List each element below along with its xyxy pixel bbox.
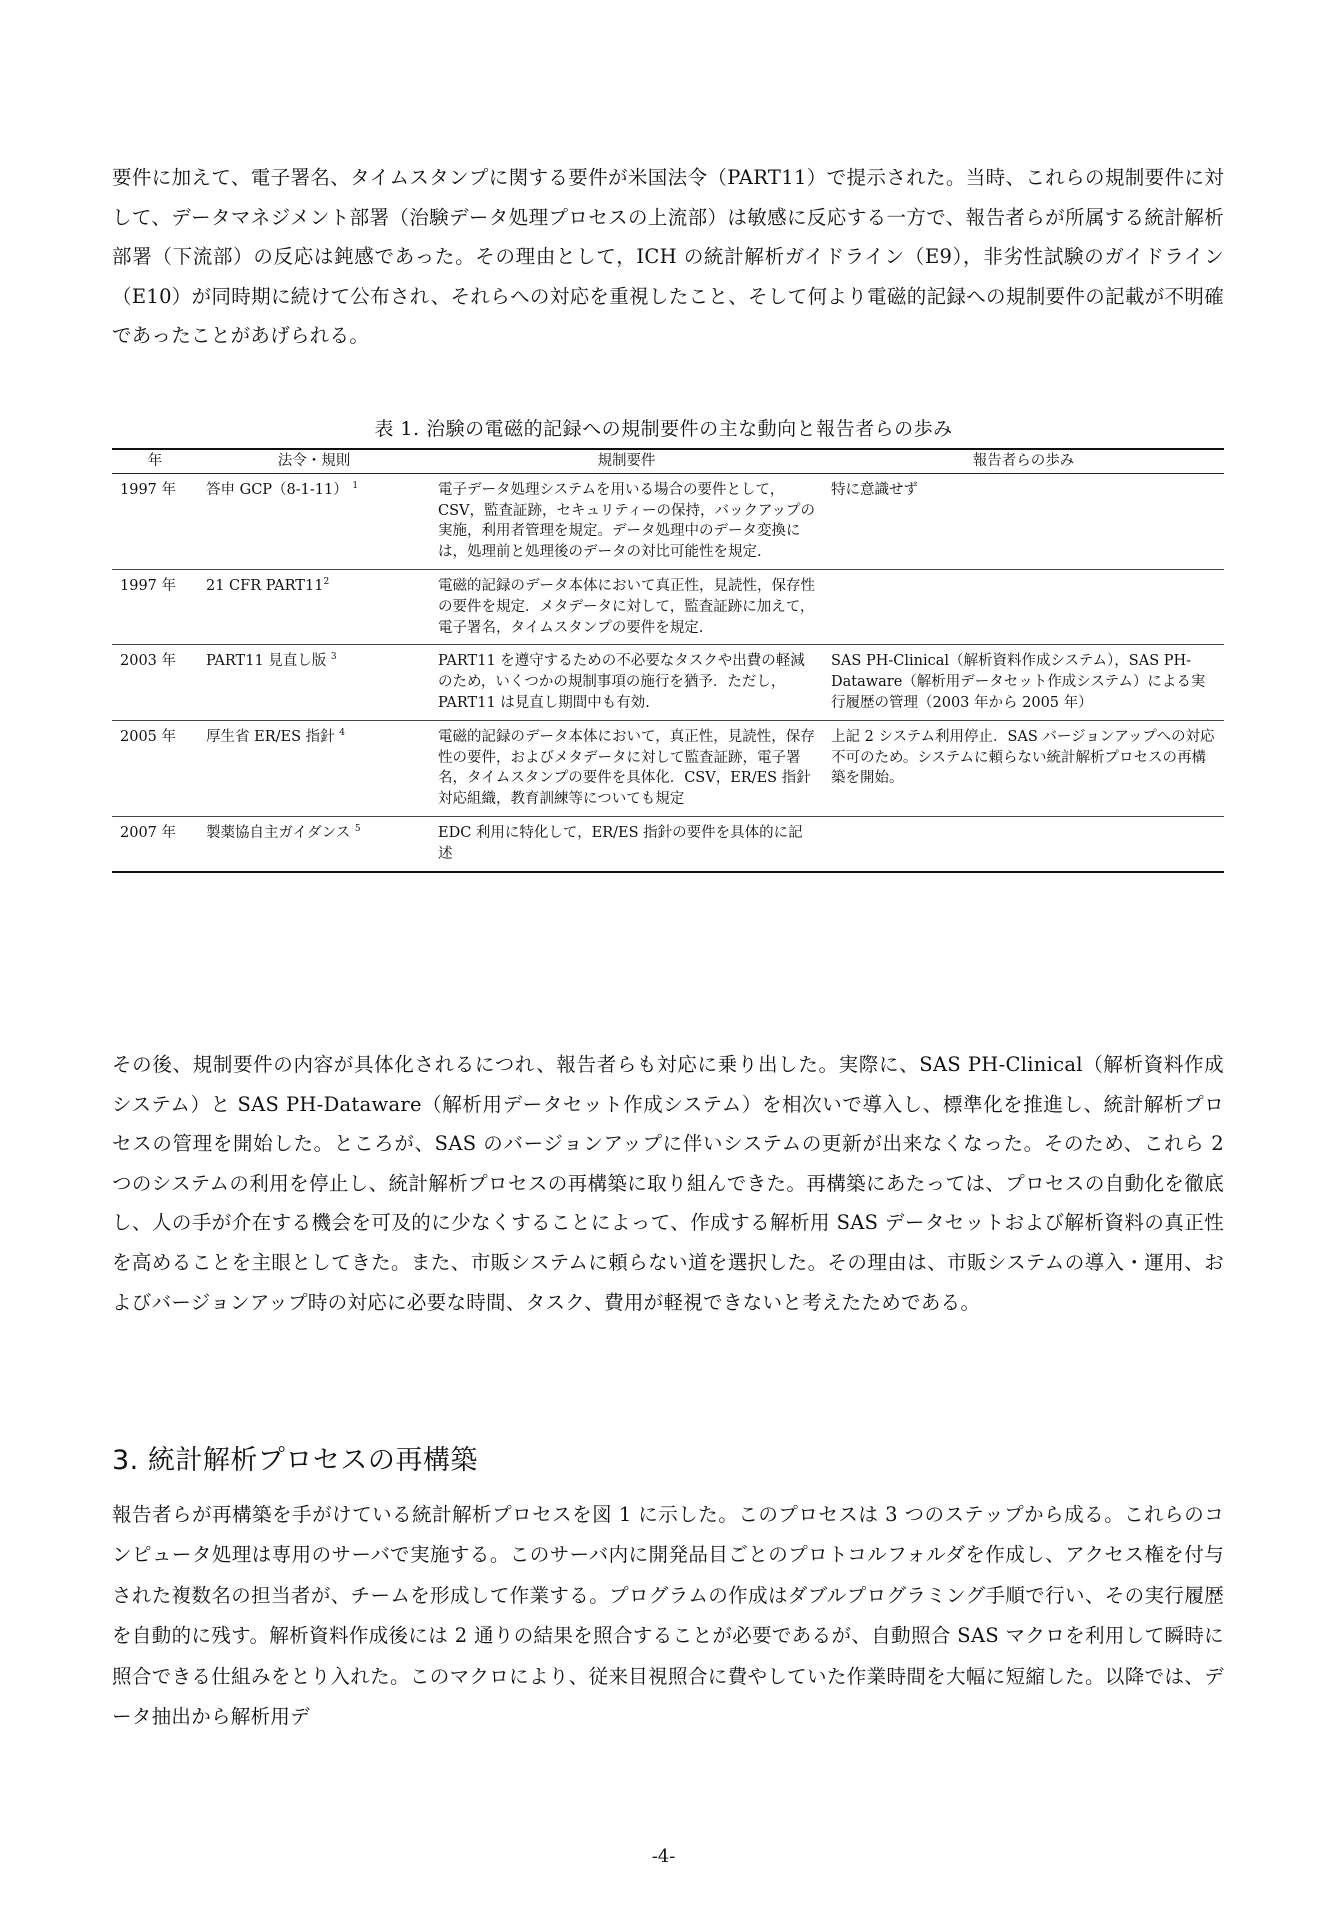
table-row — [112, 720, 1224, 816]
cell-law — [198, 720, 430, 816]
law-name: 答申 GCP（8-1-11） — [206, 481, 348, 498]
table-row — [112, 569, 1224, 644]
header-steps: 報告者らの歩み — [823, 449, 1224, 473]
cell-year: 2007 年 — [120, 824, 177, 841]
reference-number: 3 — [330, 652, 337, 663]
table-row — [112, 645, 1224, 720]
cell-year: 2003 年 — [120, 653, 177, 670]
law-name: 21 CFR PART11 — [206, 577, 324, 594]
body-paragraph-3: 報告者らが再構築を手がけている統計解析プロセスを図 1 に示した。このプロセスは 3 つのステップから成る。これらのコンピュータ処理は専用のサーバで実施する。このサーバ内に開発品目ごとのプロトコルフォルダを作成し、アクセス権を付与された複数名の担当者が、チームを形成して作業する。プログラムの作成はダブルプログラミング手順で行い、その実行履歴を自動的に残す。解析資料作成後には 2 通りの結果を照合することが必要であるが、自動照合 SAS マクロを利用して瞬時に照合できる仕組みをとり入れた。このマクロにより、従来目視照合に費やしていた作業時間を大幅に短縮した。以降では、データ抽出から解析用デ — [112, 1503, 1224, 1729]
cell-steps: 上記 2 システム利用停止．SAS バージョンアップへの対応不可のため。システムに頼らない統計解析プロセスの再構築を開始。 — [831, 728, 1215, 787]
cell-year: 2005 年 — [120, 728, 177, 745]
cell-requirement: PART11 を遵守するための不必要なタスクや出費の軽減のため，いくつかの規制事項の施行を猶予．ただし，PART11 は見直し期間中も有効. — [438, 653, 805, 711]
body-paragraph-1: 要件に加えて、電子署名、タイムスタンプに関する要件が米国法令（PART11）で提示された。当時、これらの規制要件に対して、データマネジメント部署（治験データ処理プロセスの上流部）は敏感に反応する一方で、報告者らが所属する統計解析部署（下流部）の反応は鈍感であった。その理由として，ICH の統計解析ガイドライン（E9），非劣性試験のガイドライン（E10）が同時期に続けて公布され、それらへの対応を重視したこと、そして何より電磁的記録への規制要件の記載が不明確であったことがあげられる。 — [112, 166, 1224, 348]
cell-requirement: 電子データ処理システムを用いる場合の要件として，CSV，監査証跡，セキュリティーの保持，バックアップの実施，利用者管理を規定。データ処理中のデータ変換には，処理前と処理後のデータの対比可能性を規定. — [438, 481, 816, 561]
header-requirement: 規制要件 — [430, 449, 823, 473]
law-name: PART11 見直し版 — [206, 653, 327, 670]
cell-steps — [823, 569, 1224, 644]
reference-number: 4 — [339, 727, 345, 738]
cell-requirement: 電磁的記録のデータ本体において真正性，見読性，保存性の要件を規定．メタデータに対して，監査証跡に加えて，電子署名，タイムスタンプの要件を規定. — [438, 577, 815, 636]
reference-number: 1 — [352, 480, 359, 491]
reference-number: 5 — [354, 824, 361, 835]
table-header-row — [112, 449, 1224, 473]
cell-law — [198, 569, 430, 644]
table-row — [112, 473, 1224, 569]
cell-steps: SAS PH-Clinical（解析資料作成システム），SAS PH-Dataware（解析用データセット作成システム）による実行履歴の管理（2003 年から 2005 年） — [831, 653, 1206, 711]
header-law: 法令・規則 — [198, 449, 430, 473]
body-paragraph-2: その後、規制要件の内容が具体化されるにつれ、報告者らも対応に乗り出した。実際に、SAS PH-Clinical（解析資料作成システム）と SAS PH-Dataware（解析用データセット作成システム）を相次いで導入し、標準化を推進し、統計解析プロセスの管理を開始した。ところが、SAS のバージョンアップに伴いシステムの更新が出来なくなった。そのため、これら 2 つのシステムの利用を停止し、統計解析プロセスの再構築に取り組んできた。再構築にあたっては、プロセスの自動化を徹底し、人の手が介在する機会を可及的に少なくすることによって、作成する解析用 SAS データセットおよび解析資料の真正性を高めることを主眼としてきた。また、市販システムに頼らない道を選択した。その理由は、市販システムの導入・運用、およびバージョンアップ時の対応に必要な時間、タスク、費用が軽視できないと考えたためである。 — [112, 1053, 1224, 1314]
page-number: -4- — [651, 1846, 676, 1867]
table — [112, 448, 1224, 873]
cell-steps — [823, 816, 1224, 871]
reference-number: 2 — [323, 577, 330, 588]
cell-law — [198, 816, 430, 871]
law-name: 厚生省 ER/ES 指針 — [206, 728, 335, 745]
cell-law — [198, 473, 430, 569]
cell-year: 1997 年 — [120, 481, 177, 498]
cell-requirement: EDC 利用に特化して，ER/ES 指針の要件を具体的に記述 — [438, 824, 803, 862]
table-row — [112, 816, 1224, 871]
table-caption: 表 1. 治験の電磁的記録への規制要件の主な動向と報告者らの歩み — [374, 418, 953, 440]
cell-steps: 特に意識せず — [831, 481, 918, 498]
section-heading: 3. 統計解析プロセスの再構築 — [112, 1445, 478, 1476]
cell-requirement: 電磁的記録のデータ本体において，真正性，見読性，保存性の要件，およびメタデータに対して監査証跡，電子署名，タイムスタンプの要件を具体化．CSV，ER/ES 指針対応組織，教育訓練等についても規定 — [438, 728, 815, 808]
header-year: 年 — [112, 449, 198, 473]
cell-law — [198, 645, 430, 720]
cell-year: 1997 年 — [120, 577, 177, 594]
law-name: 製薬協自主ガイダンス — [206, 824, 351, 841]
regulation-table — [112, 448, 1224, 873]
